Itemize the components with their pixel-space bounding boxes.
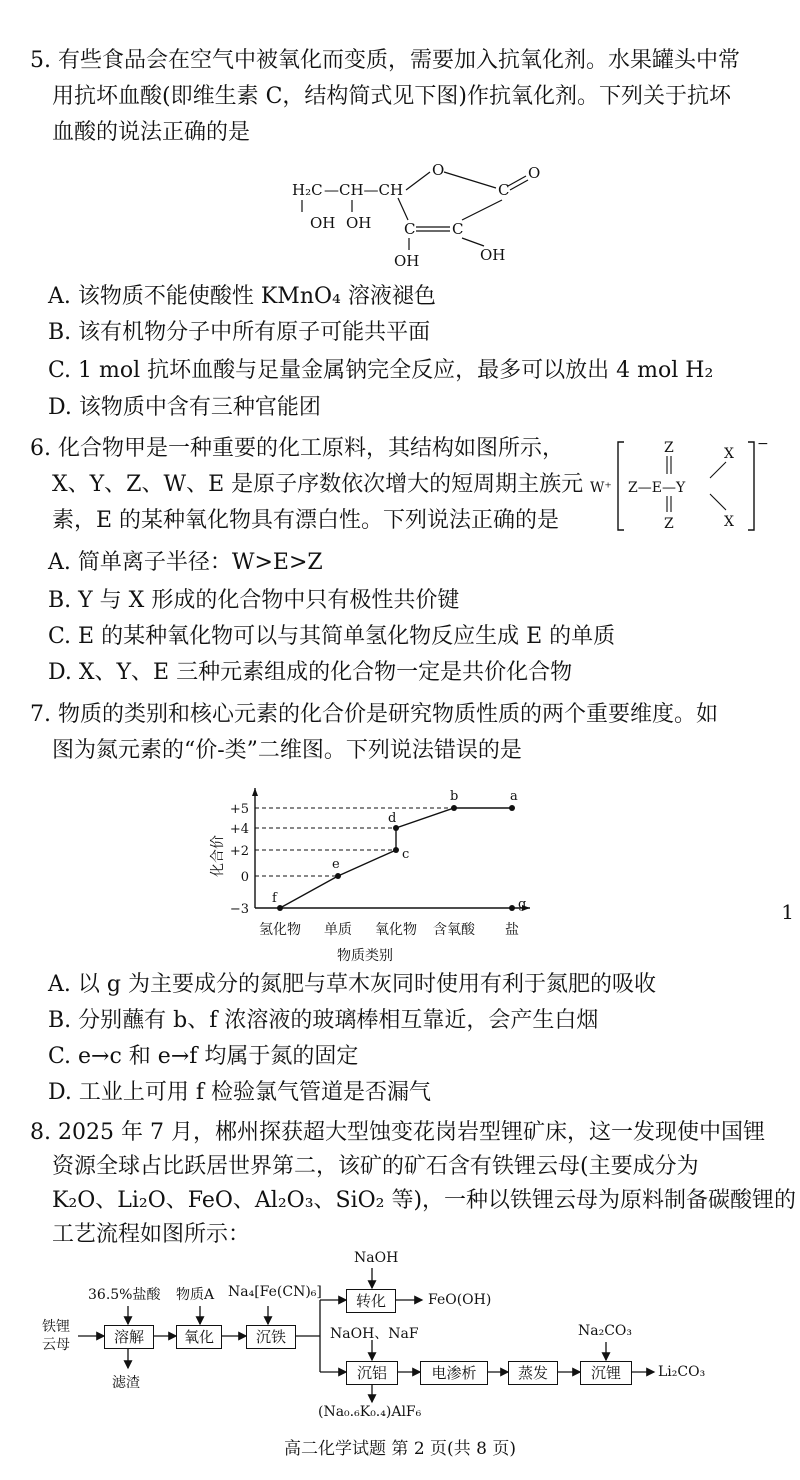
svg-text:O: O <box>528 164 541 182</box>
step-oxidize: 氧化 <box>176 1325 222 1349</box>
q5-stem-line2: 用抗坏血酸(即维生素 C，结构简式见下图)作抗氧化剂。下列关于抗坏 <box>52 84 731 109</box>
q7-option-d: D. 工业上可用 f 检验氯气管道是否漏气 <box>48 1080 431 1105</box>
svg-text:OH: OH <box>310 214 336 232</box>
step-lithium-precipitation: 沉锂 <box>580 1361 632 1385</box>
q8-stem-line4: 工艺流程如图所示： <box>52 1222 251 1247</box>
point-e <box>335 873 341 879</box>
nitrogen-valence-class-chart <box>200 780 540 970</box>
y-tick-label: 0 <box>240 870 249 885</box>
q8-stem-line2: 资源全球占比跃居世界第二，该矿的矿石含有铁锂云母(主要成分为 <box>52 1154 699 1179</box>
svg-text:Z: Z <box>664 516 674 532</box>
q6-option-b: B. Y 与 X 形成的化合物中只有极性共价键 <box>48 588 460 613</box>
point-label-a: a <box>510 789 518 804</box>
raw-material-label: 铁锂 云母 <box>42 1319 70 1353</box>
q5-stem-line1: 5. 有些食品会在空气中被氧化而变质，需要加入抗氧化剂。水果罐头中常 <box>30 48 740 73</box>
svg-text:C: C <box>404 220 416 238</box>
y-tick-label: −3 <box>229 902 249 917</box>
q6-option-c: C. E 的某种氧化物可以与其简单氢化物反应生成 E 的单质 <box>48 624 616 649</box>
svg-text:Z—E—Y: Z—E—Y <box>628 480 686 496</box>
q7-option-b: B. 分别蘸有 b、f 浓溶液的玻璃棒相互靠近，会产生白烟 <box>48 1008 599 1033</box>
point-label-b: b <box>450 789 459 804</box>
svg-text:O: O <box>432 161 445 179</box>
q8-stem-line3: K₂O、Li₂O、FeO、Al₂O₃、SiO₂ 等)，一种以铁锂云母为原料制备碳酸锂的 <box>52 1188 797 1213</box>
q7-stem-line1: 7. 物质的类别和核心元素的化合价是研究物质性质的两个重要维度。如 <box>30 702 718 727</box>
point-f <box>277 905 283 911</box>
naoh-naf-label: NaOH、NaF <box>330 1326 419 1342</box>
svg-text:Z: Z <box>664 440 674 456</box>
q5-option-b: B. 该有机物分子中所有原子可能共平面 <box>48 320 431 345</box>
svg-text:W⁺: W⁺ <box>590 480 612 496</box>
q6-stem-line1: 6. 化合物甲是一种重要的化工原料，其结构如图所示， <box>30 436 564 461</box>
q6-option-d: D. X、Y、E 三种元素组成的化合物一定是共价化合物 <box>48 660 573 685</box>
svg-text:X: X <box>724 514 734 530</box>
feooh-label: FeO(OH) <box>428 1292 492 1308</box>
x-category-label: 氧化物 <box>375 922 417 938</box>
y-tick-label: +4 <box>229 822 249 837</box>
point-label-f: f <box>272 891 277 906</box>
svg-text:C: C <box>498 181 510 199</box>
step-iron-precipitation: 沉铁 <box>246 1325 296 1349</box>
residue-label: 滤渣 <box>112 1375 140 1391</box>
x-axis-title: 物质类别 <box>337 948 393 964</box>
point-c <box>393 847 399 853</box>
reagent-a-label: 物质A <box>176 1287 215 1303</box>
point-g <box>509 905 515 911</box>
q8-stem-line1: 8. 2025 年 7 月，郴州探获超大型蚀变花岗岩型锂矿床，这一发现使中国锂 <box>30 1120 765 1145</box>
point-a <box>509 805 515 811</box>
x-category-label: 氢化物 <box>259 922 301 938</box>
na2co3-label: Na₂CO₃ <box>578 1323 633 1339</box>
x-category-label: 含氧酸 <box>433 922 475 938</box>
point-b <box>451 805 457 811</box>
q5-option-d: D. 该物质中含有三种官能团 <box>48 395 321 420</box>
svg-text:OH: OH <box>480 246 506 264</box>
q7-option-c: C. e→c 和 e→f 均属于氮的固定 <box>48 1044 359 1069</box>
alf6-label: (Na₀.₆K₀.₄)AlF₆ <box>318 1404 422 1420</box>
q7-option-a: A. 以 g 为主要成分的氮肥与草木灰同时使用有利于氮肥的吸收 <box>48 972 656 997</box>
step-conversion: 转化 <box>346 1289 396 1313</box>
x-category-label: 盐 <box>505 922 519 938</box>
svg-text:OH: OH <box>394 252 420 270</box>
svg-text:—CH—CH: —CH—CH <box>324 181 404 199</box>
q6-stem-line2: X、Y、Z、W、E 是原子序数依次增大的短周期主族元 <box>52 472 584 497</box>
q5-option-c: C. 1 mol 抗坏血酸与足量金属钠完全反应，最多可以放出 4 mol H₂ <box>48 358 714 383</box>
q6-option-a: A. 简单离子半径：W>E>Z <box>48 550 323 575</box>
point-label-c: c <box>402 847 410 862</box>
svg-text:C: C <box>452 220 464 238</box>
step-evaporation: 蒸发 <box>508 1361 558 1385</box>
step-dissolve: 溶解 <box>104 1325 154 1349</box>
y-tick-label: +5 <box>229 802 249 817</box>
reagent-hcl-label: 36.5%盐酸 <box>88 1287 161 1303</box>
ascorbic-acid-structure <box>270 150 550 275</box>
y-tick-label: +2 <box>229 844 249 859</box>
svg-text:OH: OH <box>346 214 372 232</box>
step-aluminum-precipitation: 沉铝 <box>346 1361 398 1385</box>
naoh-top-label: NaOH <box>354 1250 399 1266</box>
point-label-e: e <box>332 857 340 872</box>
q7-stem-line2: 图为氮元素的“价-类”二维图。下列说法错误的是 <box>52 738 522 763</box>
q5-stem-line3: 血酸的说法正确的是 <box>52 120 251 145</box>
svg-text:H₂C: H₂C <box>292 181 323 199</box>
margin-number: 1 <box>781 900 794 924</box>
y-axis-arrow <box>252 788 258 796</box>
point-label-d: d <box>388 811 397 826</box>
reagent-ferrocyanide-label: Na₄[Fe(CN)₆] <box>228 1284 322 1300</box>
y-axis-title: 化合价 <box>210 835 226 877</box>
li2co3-label: Li₂CO₃ <box>658 1364 706 1380</box>
svg-text:X: X <box>724 446 734 462</box>
compound-jia-structure <box>588 436 788 536</box>
q5-option-a: A. 该物质不能使酸性 KMnO₄ 溶液褪色 <box>48 284 436 309</box>
x-category-label: 单质 <box>324 922 352 938</box>
page-footer: 高二化学试题 第 2 页(共 8 页) <box>284 1439 516 1459</box>
q6-stem-line3: 素，E 的某种氧化物具有漂白性。下列说法正确的是 <box>52 508 560 533</box>
point-label-g: g <box>518 897 527 912</box>
step-electrodialysis: 电渗析 <box>420 1361 488 1385</box>
svg-text:−: − <box>757 436 769 452</box>
